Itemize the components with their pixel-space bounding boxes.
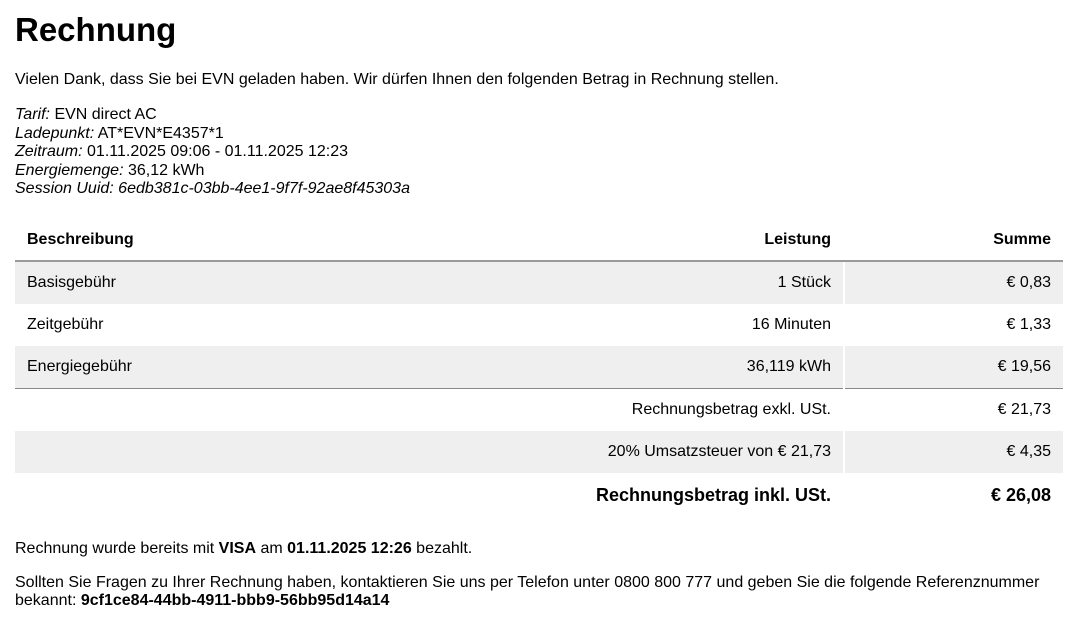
table-header-row (15, 220, 1063, 261)
total-row (15, 473, 1063, 517)
subtotal-label: Rechnungsbetrag exkl. USt. (319, 389, 844, 432)
subtotal-value: € 21,73 (844, 389, 1063, 432)
tarif-value: EVN direct AC (54, 106, 157, 123)
session-uuid-value: 6edb381c-03bb-4ee1-9f7f-92ae8f45303a (118, 180, 410, 198)
row-quantity: 16 Minuten (751, 316, 831, 333)
page-title: Rechnung (15, 11, 177, 48)
tax-row (15, 431, 1063, 473)
energiemenge-row (15, 162, 410, 181)
session-uuid-label: Session Uuid: (15, 180, 114, 198)
payment-method: VISA (218, 540, 257, 557)
session-uuid-row (15, 180, 410, 199)
total-label: Rechnungsbetrag inkl. USt. (595, 484, 831, 505)
row-amount: € 1,33 (844, 304, 1063, 346)
energiemenge-value: 36,12 kWh (127, 161, 205, 179)
payment-suffix: bezahlt. (416, 540, 473, 557)
contact-note (15, 574, 1070, 610)
session-details (15, 106, 410, 199)
total-value: € 26,08 (844, 473, 1063, 517)
row-description: Energiegebühr (15, 346, 319, 389)
row-description: Basisgebühr (15, 261, 319, 304)
table-row (15, 346, 1063, 389)
intro-text: Vielen Dank, dass Sie bei EVN geladen haben. Wir dürfen Ihnen den folgenden Betrag in Rechnung stellen. (15, 71, 779, 88)
invoice-table (15, 220, 1063, 517)
tarif-row (15, 106, 410, 125)
ladepunkt-label: Ladepunkt: (15, 124, 95, 142)
row-quantity: 1 Stück (319, 261, 844, 304)
reference-number: 9cf1ce84-44bb-4911-bbb9-56bb95d14a14 (80, 592, 390, 609)
row-amount: € 0,83 (844, 261, 1063, 304)
tarif-label: Tarif: (15, 106, 50, 123)
contact-text: Sollten Sie Fragen zu Ihrer Rechnung haben, kontaktieren Sie uns per Telefon unter 0800 800 777 und geben Sie die folgende Referenznummer bekannt: (15, 574, 1040, 609)
table-row (15, 304, 1063, 346)
tax-label: 20% Umsatzsteuer von € 21,73 (319, 431, 844, 473)
row-quantity: 36,119 kWh (319, 346, 844, 389)
subtotal-row (15, 389, 1063, 432)
zeitraum-value: 01.11.2025 09:06 - 01.11.2025 12:23 (87, 143, 348, 161)
column-header-beschreibung: Beschreibung (15, 220, 319, 261)
column-header-summe: Summe (844, 220, 1063, 261)
column-header-leistung: Leistung (319, 220, 844, 261)
row-amount: € 19,56 (844, 346, 1063, 389)
payment-mid: am (260, 540, 283, 557)
payment-datetime: 01.11.2025 12:26 (287, 540, 412, 557)
table-row (15, 261, 1063, 304)
payment-prefix: Rechnung wurde bereits mit (15, 540, 215, 557)
zeitraum-label: Zeitraum: (15, 143, 83, 161)
row-description: Zeitgebühr (27, 316, 104, 333)
ladepunkt-row (15, 125, 410, 144)
tax-value: € 4,35 (844, 431, 1063, 473)
energiemenge-label: Energiemenge: (15, 161, 124, 179)
payment-note (15, 539, 472, 559)
zeitraum-row (15, 143, 410, 162)
ladepunkt-value: AT*EVN*E4357*1 (97, 124, 224, 142)
